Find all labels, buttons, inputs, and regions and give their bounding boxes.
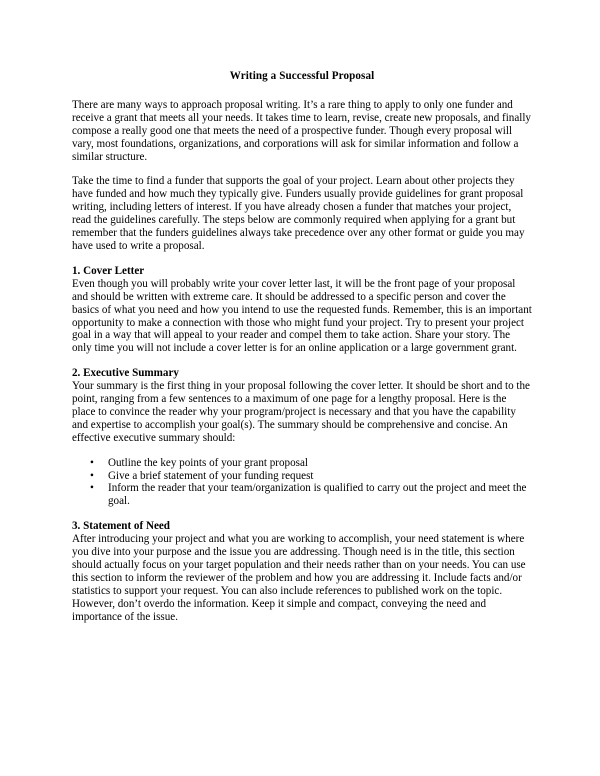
intro-paragraph-1: There are many ways to approach proposal writing. It’s a rare thing to apply to only one funder and receive a grant that meets all your needs. It takes time to learn, revise, create new proposals, and finally compose a really good one that meets the need of a prospective funder. Though every proposal will vary, most foundations, organizations, and corporations will ask for similar information and follow a similar structure. xyxy=(72,98,531,163)
section-executive-summary xyxy=(72,367,532,508)
bullet-item xyxy=(72,482,532,508)
bullet-item xyxy=(72,457,532,470)
bullet-text: Give a brief statement of your funding request xyxy=(108,469,314,482)
bullet-icon: • xyxy=(90,469,94,482)
bullet-icon: • xyxy=(90,482,94,495)
bullet-icon: • xyxy=(90,456,94,469)
bullet-text: Outline the key points of your grant proposal xyxy=(108,456,308,469)
section-body-executive-summary: Your summary is the first thing in your proposal following the cover letter. It should be short and to the point, ranging from a few sentences to a maximum of one page for a lengthy proposal. Here is the place to convince the reader why your program/project is necessary and that you have the capability and expertise to accomplish your goal(s). The summary should be comprehensive and concise. An effective executive summary should: xyxy=(72,380,530,444)
bullet-item xyxy=(72,470,532,483)
section-body-statement-of-need: After introducing your project and what you are working to accomplish, your need statement is where you dive into your purpose and the issue you are addressing. Though need is in the title, this section should actually focus on your target population and their needs rather than on your needs. You can use this section to inform the reviewer of the problem and how you are addressing it. Include facts and/or statistics to support your request. You can also include references to published work on the topic. However, don’t overdo the information. Keep it simple and compact, conveying the need and importance of the issue. xyxy=(72,533,526,623)
document-page xyxy=(72,70,532,636)
section-heading-executive-summary: 2. Executive Summary xyxy=(72,367,179,380)
executive-summary-bullet-list xyxy=(72,457,532,509)
document-title: Writing a Successful Proposal xyxy=(229,70,375,82)
section-cover-letter xyxy=(72,265,532,355)
intro-paragraph-2: Take the time to find a funder that supports the goal of your project. Learn about other projects they have funded and how much they typically give. Funders usually provide guidelines for grant proposal writing, including letters of interest. If you have already chosen a funder that matches your project, read the guidelines carefully. The steps below are commonly required when applying for a grant but remember that the funders guidelines always take precedence over any other format or guide you may have used to write a proposal. xyxy=(72,175,525,252)
section-heading-cover-letter: 1. Cover Letter xyxy=(72,264,145,277)
bullet-text: Inform the reader that your team/organization is qualified to carry out the project and meet the goal. xyxy=(108,482,527,508)
section-statement-of-need xyxy=(72,520,532,623)
section-body-cover-letter: Even though you will probably write your cover letter last, it will be the front page of your proposal and should be written with extreme care. It should be addressed to a specific person and cover the basics of what you need and how you intend to use the requested funds. Remember, this is an important opportunity to make a connection with those who might fund your project. Try to present your project goal in a way that will appeal to your reader and compel them to take action. Share your story. The only time you will not include a cover letter is for an online application or a large government grant. xyxy=(72,277,532,355)
section-heading-statement-of-need: 3. Statement of Need xyxy=(72,520,170,533)
